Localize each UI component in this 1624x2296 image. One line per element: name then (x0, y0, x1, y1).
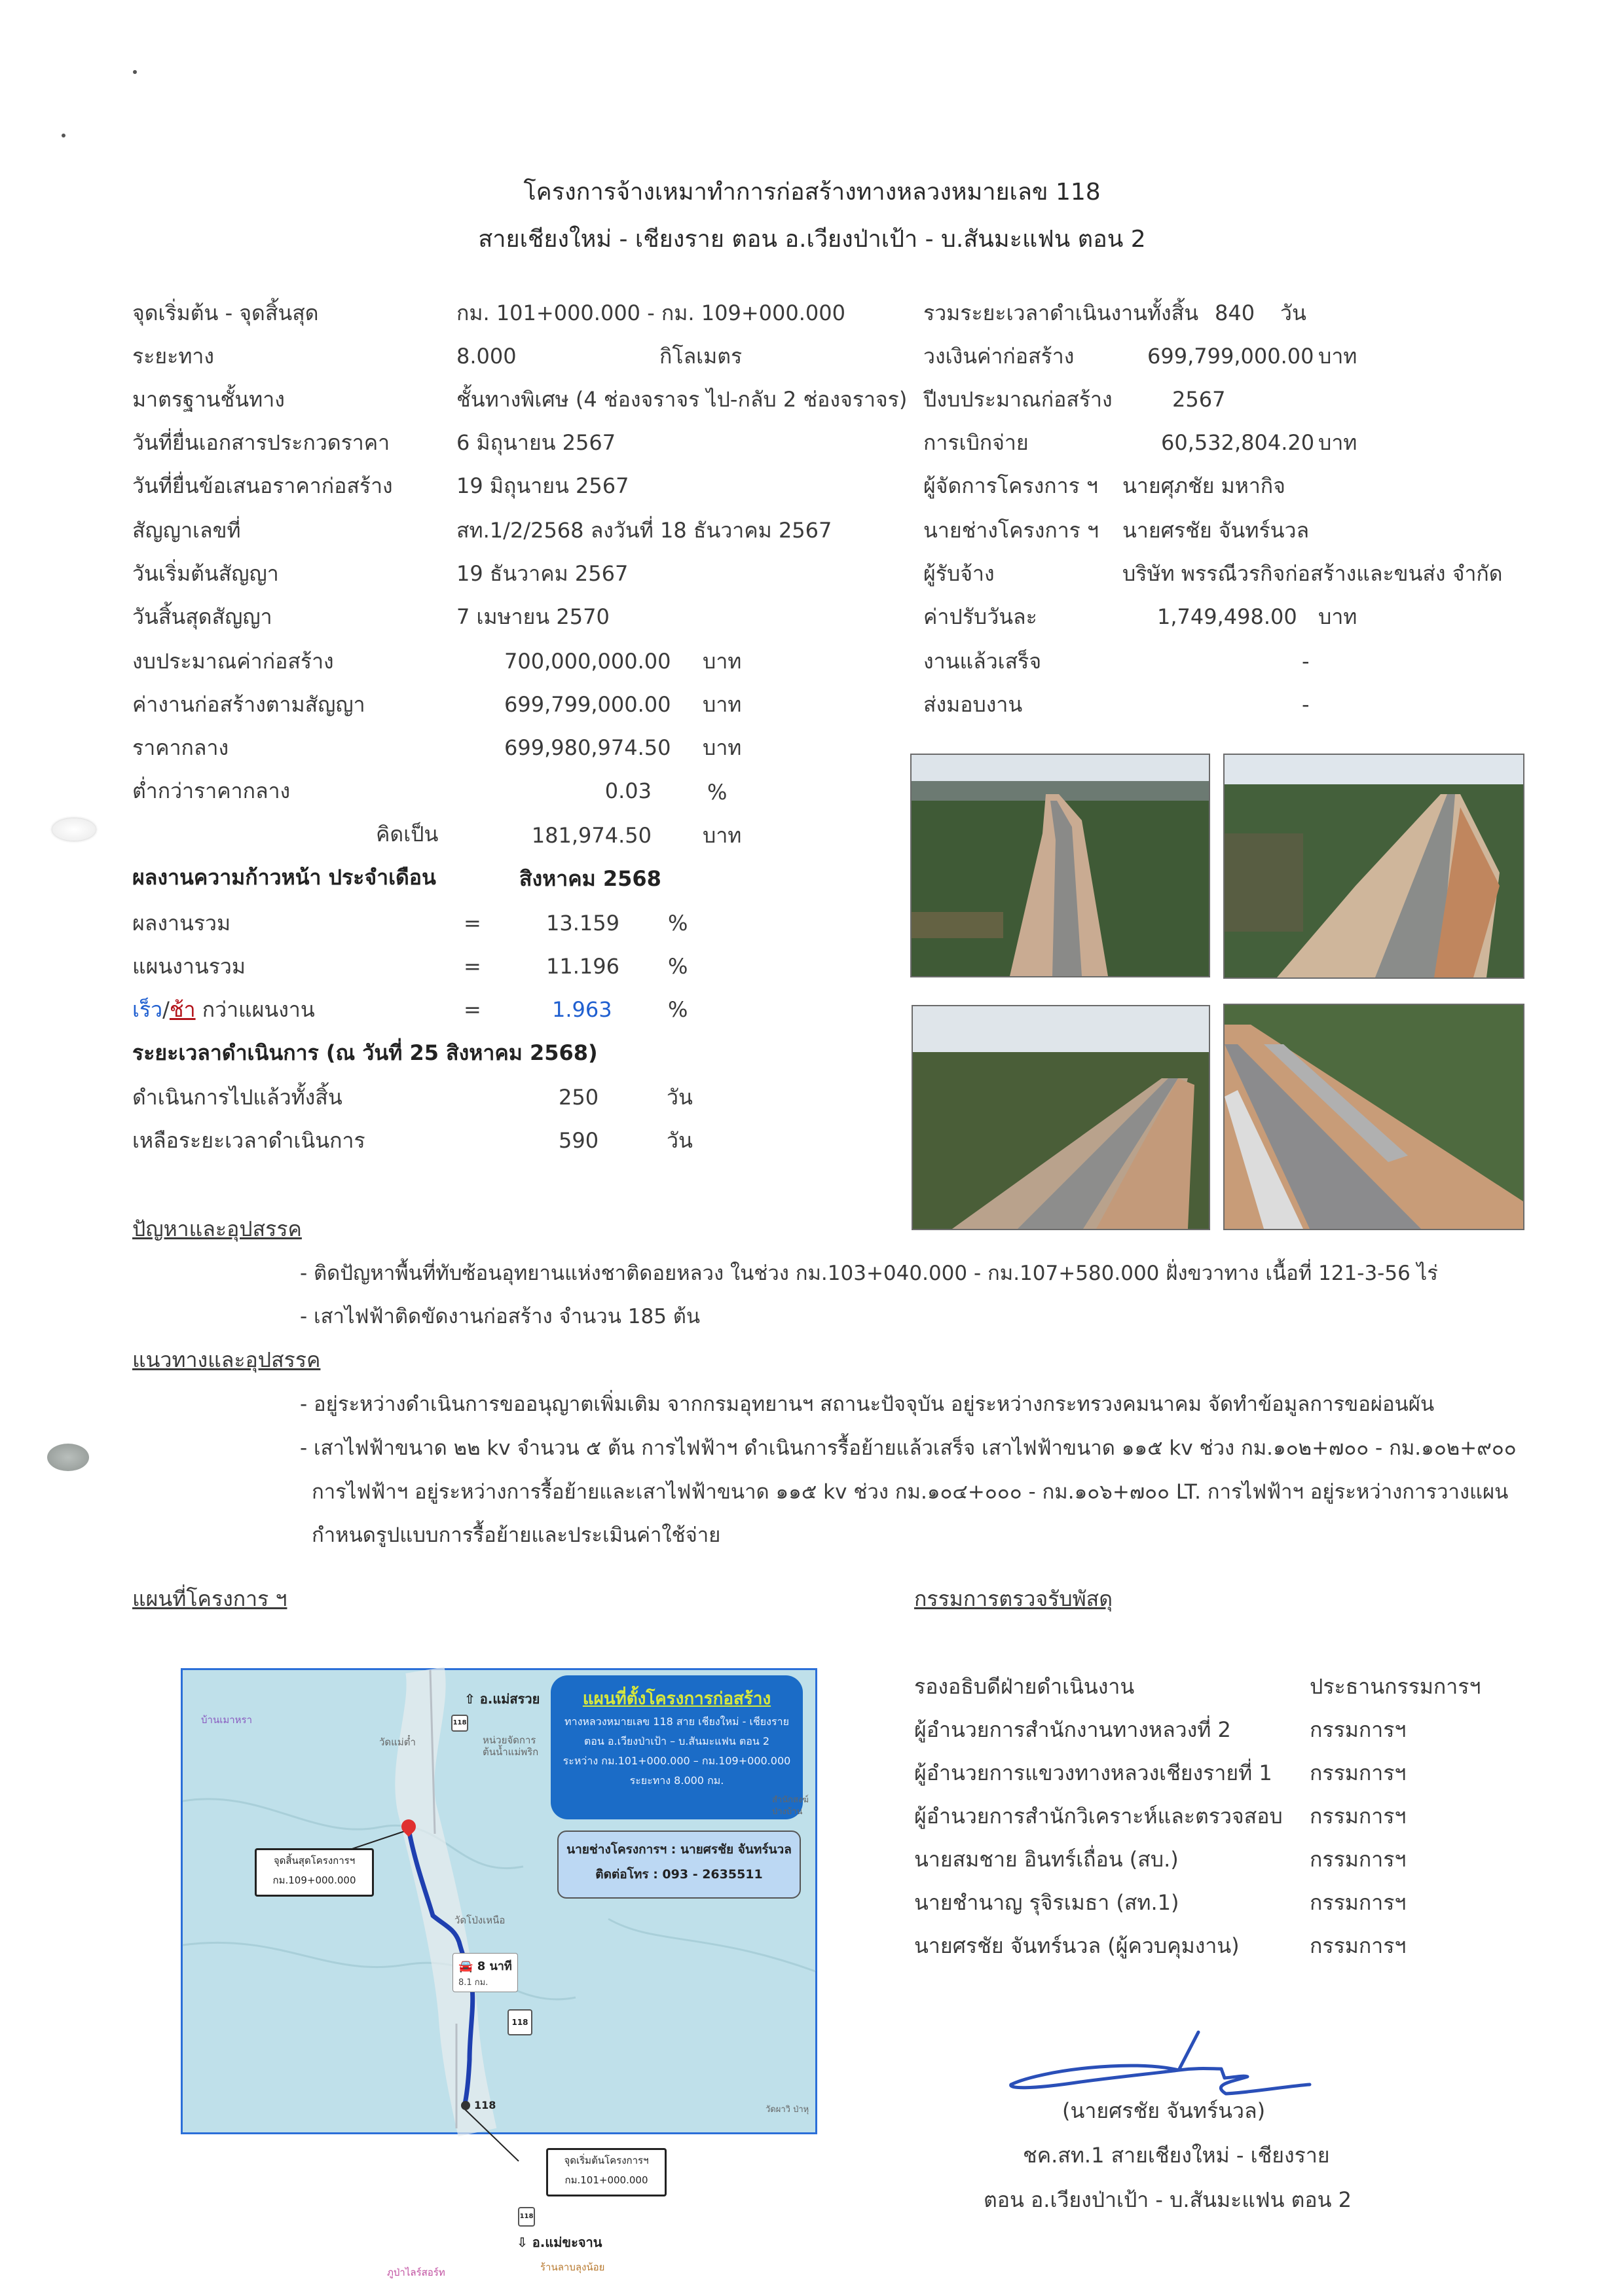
map-heading: แผนที่โครงการ ฯ (132, 1586, 287, 1611)
info-value: 8.000 (456, 344, 517, 369)
committee-member-role: กรรมการฯ (1310, 1890, 1407, 1915)
info-label: ค่าปรับวันละ (923, 604, 1037, 629)
info-label: วันสิ้นสุดสัญญา (132, 604, 272, 629)
info-label: ส่งมอบงาน (923, 692, 1023, 717)
elapsed-value: 250 (559, 1085, 599, 1110)
diff-text: กว่าแผนงาน (195, 997, 315, 1022)
scan-speck (62, 134, 65, 137)
diff-unit: % (668, 997, 688, 1022)
elapsed-label: ดำเนินการไปแล้วทั้งสิ้น (132, 1085, 342, 1110)
info-value: นายศรชัย จันทร์นวล (1122, 518, 1310, 543)
budget-unit: บาท (703, 692, 742, 717)
map-title-heading: แผนที่ตั้งโครงการก่อสร้าง (582, 1689, 771, 1709)
place-label: บ้านเมาหรา (201, 1714, 253, 1726)
remaining-value: 590 (559, 1128, 599, 1153)
committee-member-role: กรรมการฯ (1310, 1717, 1407, 1742)
document-title-line2: สายเชียงใหม่ - เชียงราย ตอน อ.เวียงป่าเป้า - บ.สันมะแฟน ตอน 2 (478, 226, 1146, 253)
callout-title: จุดสิ้นสุดโครงการฯ (273, 1855, 356, 1867)
progress-heading: ผลงานความก้าวหน้า ประจำเดือน (132, 865, 436, 890)
progress-value: 13.159 (546, 911, 619, 936)
map-title-line: ตอน อ.เวียงป่าเป้า – บ.สันมะแฟน ตอน 2 (583, 1735, 770, 1747)
info-label: ผู้รับจ้าง (923, 561, 995, 586)
problem-item: - ติดปัญหาพื้นที่ทับซ้อนอุทยานแห่งชาติดอยหลวง ในช่วง กม.103+040.000 - กม.107+580.000 ฝั่งขวาทาง เนื้อที่ 121-3-56 ไร่ (300, 1262, 1438, 1285)
place-label: สำนักสงฆ์ ป่างบ้าน (772, 1795, 809, 1817)
route-shield-icon: 118 (518, 2207, 535, 2227)
signatory-position: ชค.สท.1 สายเชียงใหม่ - เชียงราย (1023, 2143, 1330, 2168)
info-value: - (1302, 649, 1310, 674)
committee-member-name: นายชำนาญ รุจิรเมธา (สท.1) (914, 1890, 1179, 1915)
committee-heading: กรรมการตรวจรับพัสดุ (914, 1586, 1113, 1611)
budget-label: คิดเป็น (376, 822, 439, 847)
info-label: จุดเริ่มต้น - จุดสิ้นสุด (132, 301, 319, 325)
solution-item: - อยู่ระหว่างดำเนินการขออนุญาตเพิ่มเติม จากกรมอุทยานฯ สถานะปัจจุบัน อยู่ระหว่างกระทรวงคมนาคม จัดทำข้อมูลการขอผ่อนผัน (300, 1393, 1435, 1416)
budget-unit: บาท (703, 823, 742, 848)
budget-value: 699,799,000.00 (504, 692, 671, 717)
committee-member-role: ประธานกรรมการฯ (1310, 1674, 1481, 1699)
info-value: 699,799,000.00 (1147, 344, 1314, 369)
route-number-label: 118 (474, 2099, 496, 2111)
place-label: หน่วยจัดการ ต้นน้ำแม่พริก (483, 1734, 539, 1758)
slow-label: ช้า (169, 997, 196, 1022)
info-label: สัญญาเลขที่ (132, 518, 241, 543)
info-value: 840 (1215, 301, 1255, 325)
info-label: วันที่ยื่นเอกสารประกวดราคา (132, 430, 390, 455)
info-label: วันที่ยื่นข้อเสนอราคาก่อสร้าง (132, 473, 393, 498)
place-label: วัดโป่งเหนือ (454, 1914, 506, 1926)
fast-label: เร็ว (132, 997, 163, 1022)
project-map[interactable] (181, 1668, 817, 2278)
contact-phone: ติดต่อโทร : 093 - 2635511 (595, 1867, 763, 1882)
signatory-section: ตอน อ.เวียงป่าเป้า - บ.สันมะแฟน ตอน 2 (984, 2187, 1352, 2212)
info-value: 6 มิถุนายน 2567 (456, 430, 616, 455)
info-value: ชั้นทางพิเศษ (4 ช่องจราจร ไป-กลับ 2 ช่องจราจร) (456, 387, 908, 412)
signatory-name: (นายศรชัย จันทร์นวล) (1062, 2098, 1266, 2123)
signature-icon (1002, 2030, 1316, 2102)
budget-label: ค่างานก่อสร้างตามสัญญา (132, 692, 365, 717)
route-shield-icon: 118 (507, 2009, 532, 2035)
map-title-line: ทางหลวงหมายเลข 118 สาย เชียงใหม่ - เชียงราย (564, 1715, 789, 1728)
drive-distance: 8.1 กม. (458, 1978, 489, 1988)
place-label: ภูป่าไลร์สอร์ท (387, 2267, 445, 2278)
budget-unit: % (707, 780, 728, 805)
site-photo-2 (1223, 754, 1524, 979)
info-value: นายศุภชัย มหากิจ (1122, 473, 1285, 498)
engineer-name: นายช่างโครงการฯ : นายศรชัย จันทร์นวล (566, 1842, 792, 1857)
solutions-heading: แนวทางและอุปสรรค (132, 1347, 321, 1372)
info-value: 60,532,804.20 (1161, 430, 1315, 455)
document-title-line1: โครงการจ้างเหมาทำการก่อสร้างทางหลวงหมายเลข 118 (523, 179, 1101, 206)
committee-member-role: กรรมการฯ (1310, 1760, 1407, 1785)
elapsed-unit: วัน (667, 1085, 693, 1110)
committee-member-name: ผู้อำนวยการสำนักงานทางหลวงที่ 2 (914, 1717, 1231, 1742)
info-unit: บาท (1318, 344, 1357, 369)
arrow-up-icon: ⇧ (464, 1691, 475, 1707)
diff-label (132, 996, 315, 1023)
site-photo-1 (910, 754, 1210, 977)
site-photo-4 (1223, 1004, 1524, 1230)
budget-label: งบประมาณค่าก่อสร้าง (132, 649, 334, 674)
plan-value: 11.196 (546, 954, 619, 979)
scan-speck (133, 70, 137, 74)
arrow-down-icon: ⇩ (517, 2234, 528, 2250)
map-title-box (551, 1675, 803, 1819)
map-title-line: ระหว่าง กม.101+000.000 – กม.109+000.000 (563, 1755, 791, 1767)
plan-label: แผนงานรวม (132, 954, 246, 979)
info-value: - (1302, 692, 1310, 717)
callout-km: กม.109+000.000 (272, 1874, 356, 1886)
engineer-contact-box (557, 1831, 801, 1899)
info-unit: บาท (1318, 604, 1357, 629)
place-label: วัดผาวิ ป่าหุ (766, 2105, 809, 2115)
place-label: ร้านลาบลุงน้อย (540, 2261, 605, 2273)
equals-sign: = (464, 997, 481, 1022)
info-label: มาตรฐานชั้นทาง (132, 387, 285, 412)
info-value: 7 เมษายน 2570 (456, 604, 610, 629)
budget-unit: บาท (703, 735, 742, 760)
info-unit: กิโลเมตร (659, 344, 743, 369)
punch-hole (47, 1444, 89, 1471)
committee-member-name: ผู้อำนวยการแขวงทางหลวงเชียงรายที่ 1 (914, 1760, 1272, 1785)
progress-label: ผลงานรวม (132, 911, 231, 936)
callout-title: จุดเริ่มต้นโครงการฯ (564, 2155, 649, 2166)
info-unit: บาท (1318, 430, 1357, 455)
info-value: สท.1/2/2568 ลงวันที่ 18 ธันวาคม 2567 (456, 518, 832, 543)
car-icon: 🚘 (458, 1959, 473, 1973)
committee-member-role: กรรมการฯ (1310, 1847, 1407, 1872)
committee-member-name: ผู้อำนวยการสำนักวิเคราะห์และตรวจสอบ (914, 1804, 1283, 1829)
committee-member-role: กรรมการฯ (1310, 1804, 1407, 1829)
budget-value: 699,980,974.50 (504, 735, 671, 760)
equals-sign: = (464, 911, 481, 936)
committee-member-name: รองอธิบดีฝ่ายดำเนินงาน (914, 1674, 1135, 1699)
info-label: ผู้จัดการโครงการ ฯ (923, 473, 1098, 498)
problems-heading: ปัญหาและอุปสรรค (132, 1216, 302, 1241)
info-value: 1,749,498.00 (1157, 604, 1297, 629)
info-value: 19 ธันวาคม 2567 (456, 561, 629, 586)
start-point-callout (546, 2148, 667, 2196)
slash: / (162, 997, 170, 1022)
info-label: นายช่างโครงการ ฯ (923, 518, 1099, 543)
solution-item-continuation: กำหนดรูปแบบการรื้อย้ายและประเมินค่าใช้จ่าย (312, 1523, 721, 1547)
progress-month: สิงหาคม 2568 (519, 866, 661, 891)
budget-label: ราคากลาง (132, 735, 229, 760)
drive-time-badge (452, 1953, 518, 1992)
remaining-unit: วัน (667, 1128, 693, 1153)
budget-value: 0.03 (604, 778, 652, 803)
info-label: ปีงบประมาณก่อสร้าง (923, 387, 1113, 412)
end-point-callout (255, 1848, 374, 1897)
info-value: บริษัท พรรณีวรกิจก่อสร้างและขนส่ง จำกัด (1122, 561, 1503, 586)
equals-sign: = (464, 954, 481, 979)
plan-unit: % (668, 954, 688, 979)
solution-item: - เสาไฟฟ้าขนาด ๒๒ kv จำนวน ๕ ต้น การไฟฟ้าฯ ดำเนินการรื้อย้ายแล้วเสร็จ เสาไฟฟ้าขนาด ๑๑๕ kv ช่วง กม.๑๐๒+๗๐๐ - กม.๑๐๒+๙๐๐ (300, 1436, 1517, 1460)
info-label: วันเริ่มต้นสัญญา (132, 561, 279, 586)
duration-heading: ระยะเวลาดำเนินการ (ณ วันที่ 25 สิงหาคม 2568) (132, 1040, 598, 1065)
info-label: รวมระยะเวลาดำเนินงานทั้งสิ้น (923, 301, 1199, 325)
drive-time: 8 นาที (477, 1959, 512, 1973)
budget-value: 700,000,000.00 (504, 649, 671, 674)
info-value: กม. 101+000.000 - กม. 109+000.000 (456, 301, 845, 325)
start-point-dot-icon[interactable] (461, 2101, 470, 2110)
progress-unit: % (668, 911, 688, 936)
info-label: งานแล้วเสร็จ (923, 649, 1042, 674)
map-title-line: ระยะทาง 8.000 กม. (629, 1774, 724, 1787)
north-town-label: ⇧ อ.แม่สรวย (464, 1691, 540, 1707)
south-town-label: ⇩ อ.แม่ขะจาน (517, 2234, 602, 2250)
site-photo-3 (912, 1005, 1210, 1230)
info-unit: วัน (1280, 301, 1306, 325)
route-shield-icon: 118 (451, 1715, 468, 1732)
committee-member-name: นายสมชาย อินทร์เถื่อน (สบ.) (914, 1847, 1179, 1872)
info-label: ระยะทาง (132, 344, 214, 369)
info-label: วงเงินค่าก่อสร้าง (923, 344, 1075, 369)
budget-unit: บาท (703, 649, 742, 674)
info-value: 2567 (1172, 387, 1226, 412)
remaining-label: เหลือระยะเวลาดำเนินการ (132, 1128, 365, 1153)
committee-member-role: กรรมการฯ (1310, 1933, 1407, 1958)
callout-km: กม.101+000.000 (564, 2174, 648, 2186)
problem-item: - เสาไฟฟ้าติดขัดงานก่อสร้าง จำนวน 185 ต้น (300, 1305, 701, 1328)
info-label: การเบิกจ่าย (923, 430, 1029, 455)
budget-label: ต่ำกว่าราคากลาง (132, 778, 291, 803)
punch-hole (52, 818, 96, 841)
solution-item-continuation: การไฟฟ้าฯ อยู่ระหว่างการรื้อย้ายและเสาไฟฟ้าขนาด ๑๑๕ kv ช่วง กม.๑๐๔+๐๐๐ - กม.๑๐๖+๗๐๐ LT. การไฟฟ้าฯ อยู่ระหว่างการวางแผน (312, 1480, 1509, 1504)
place-label: วัดแม่ต๋ำ (379, 1736, 416, 1748)
diff-value: 1.963 (552, 997, 612, 1022)
info-value: 19 มิถุนายน 2567 (456, 473, 629, 498)
committee-member-name: นายศรชัย จันทร์นวล (ผู้ควบคุมงาน) (914, 1933, 1240, 1958)
budget-value: 181,974.50 (531, 823, 652, 848)
